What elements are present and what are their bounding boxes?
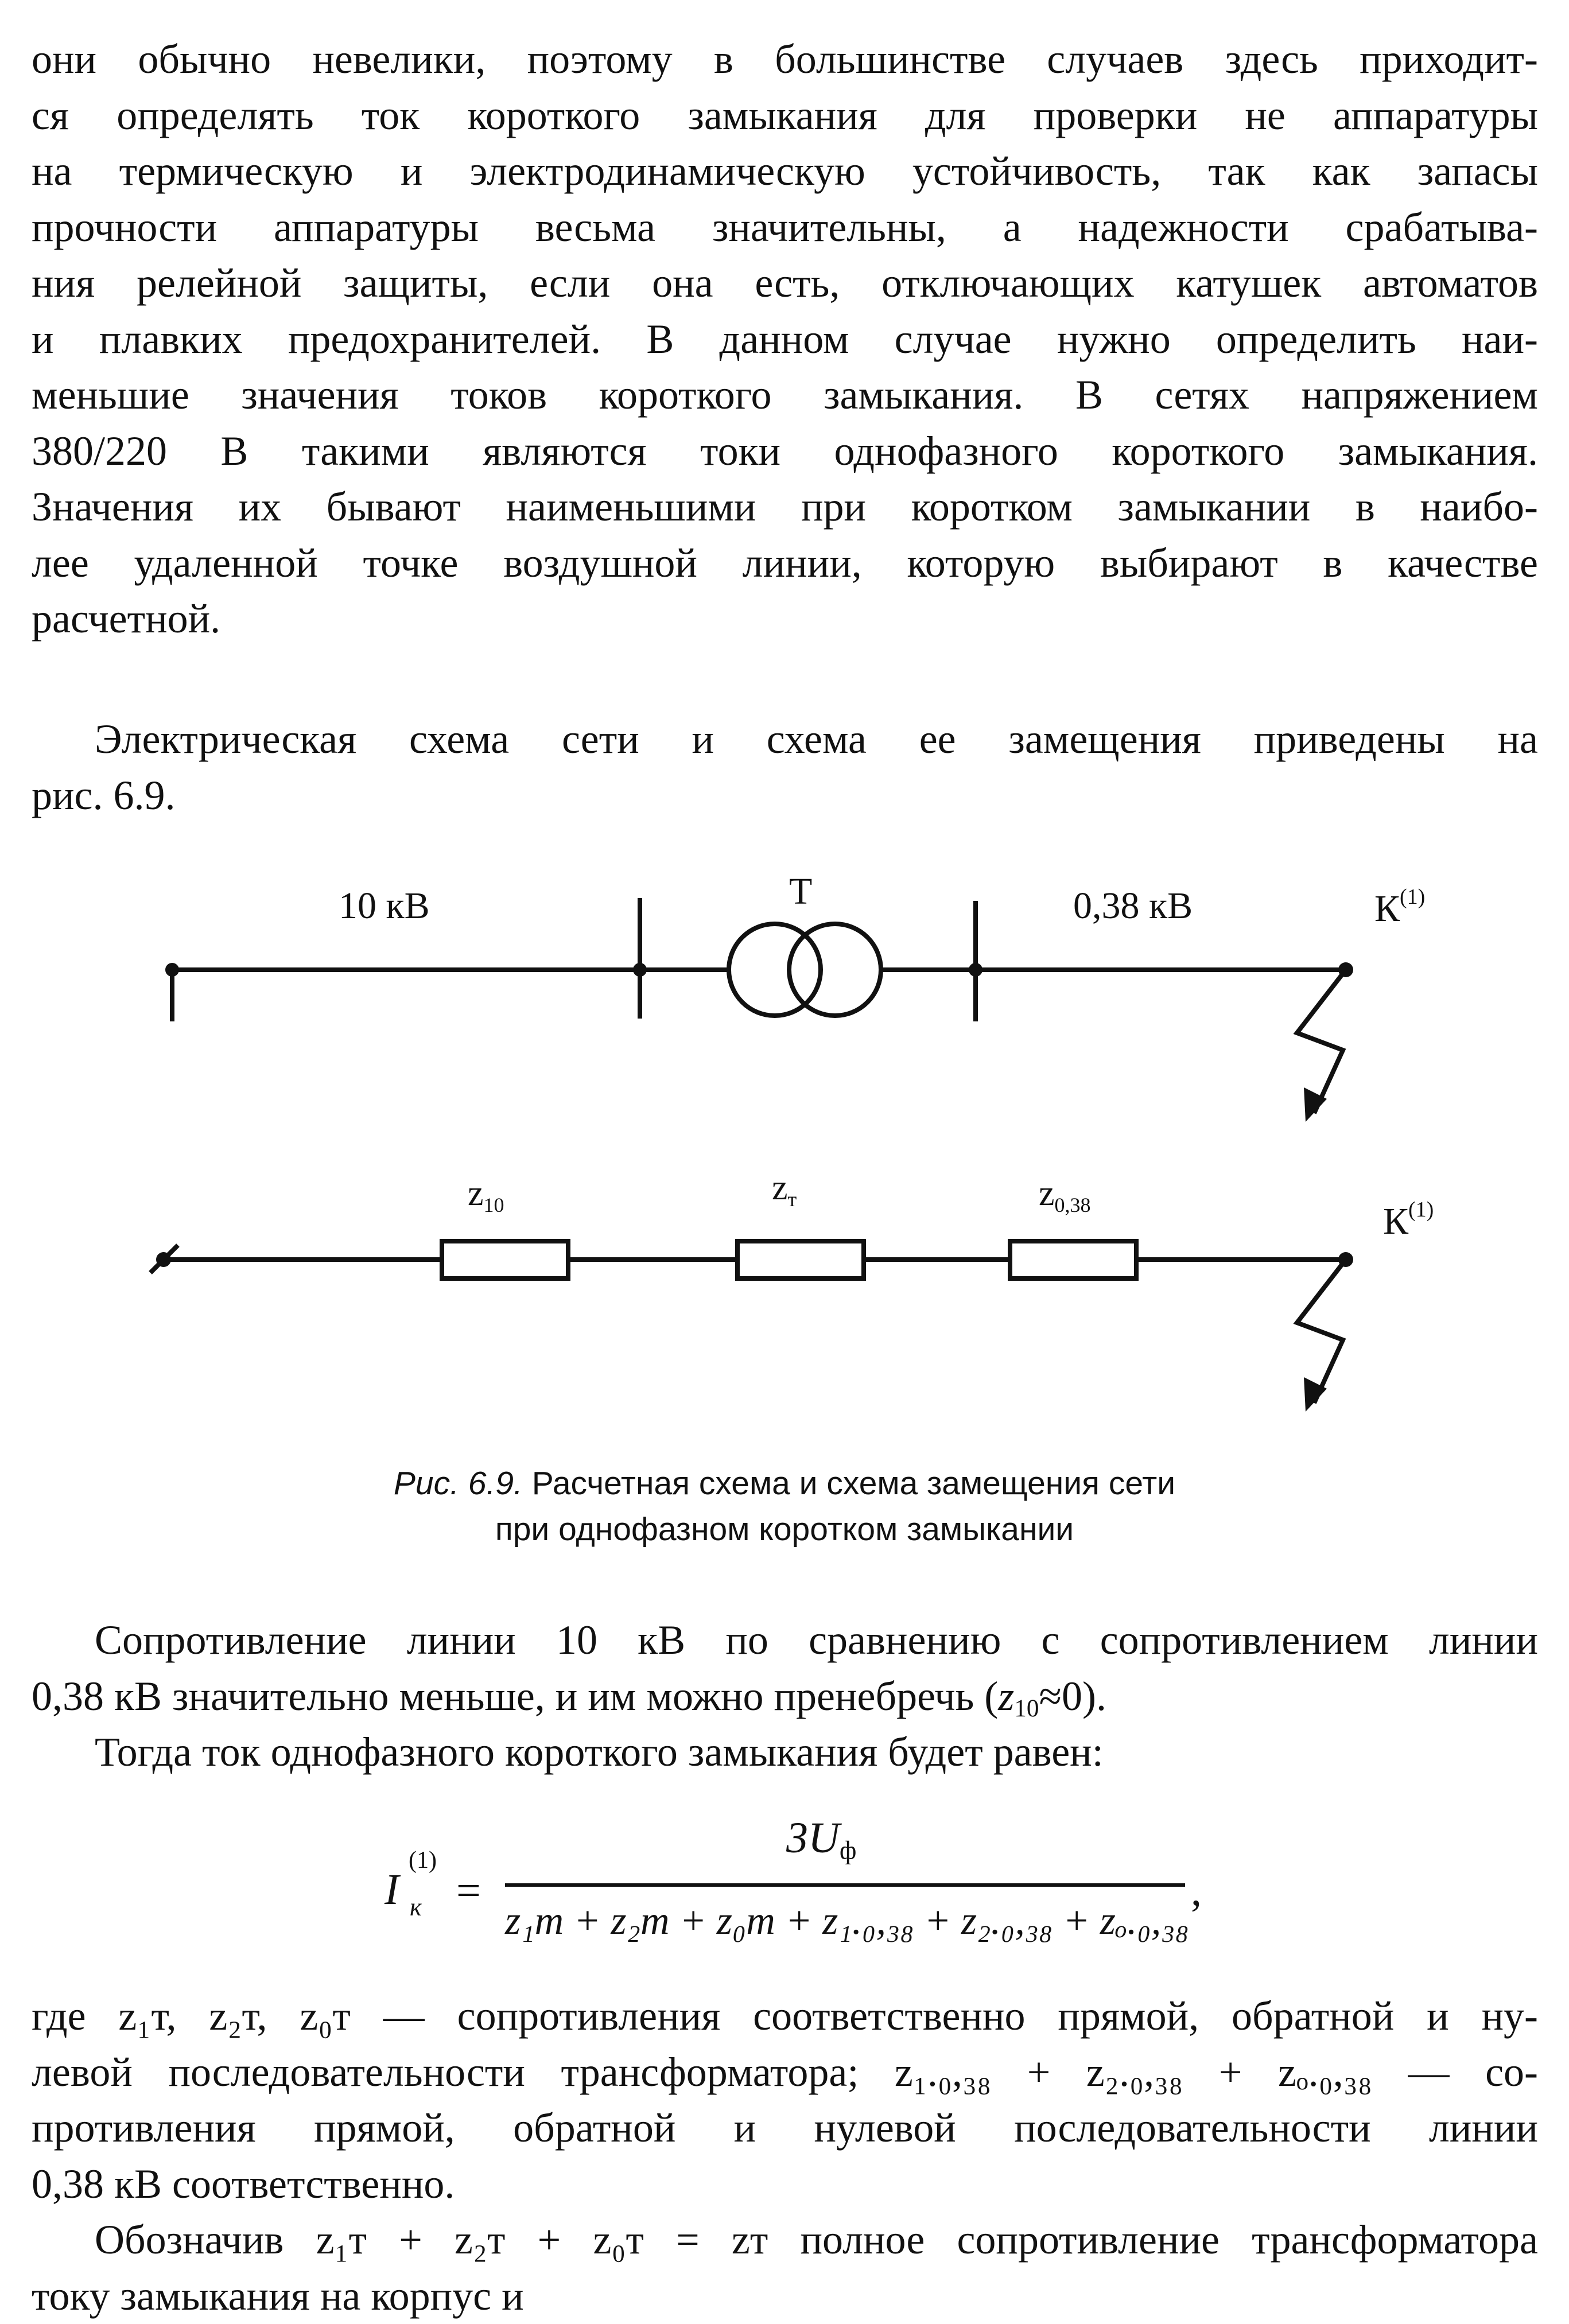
formula-lhs-var: I bbox=[385, 1866, 399, 1914]
transformer-winding-1 bbox=[729, 924, 821, 1016]
resistor-z038 bbox=[1010, 1241, 1136, 1278]
fault-k-sup: (1) bbox=[1408, 1198, 1434, 1222]
numerator-coef: 3U bbox=[786, 1814, 840, 1862]
node-dot bbox=[165, 963, 179, 977]
schematic-top bbox=[172, 898, 1346, 1122]
figure-caption bbox=[0, 1460, 1569, 1552]
text-line: ния релейной защиты, если она есть, отключающих катушек автоматов bbox=[32, 255, 1538, 312]
caption-number: Рис. 6.9. bbox=[394, 1465, 523, 1502]
fault-node-bottom bbox=[1338, 1252, 1353, 1267]
formula-block bbox=[373, 1813, 1234, 1957]
formula-comma: , bbox=[1191, 1866, 1202, 1916]
text-line: 380/220 В такими являются токи однофазного короткого замыкания. bbox=[32, 423, 1538, 480]
node-dot bbox=[633, 963, 647, 977]
text-line: 0,38 кВ соответственно. bbox=[32, 2156, 1538, 2213]
fault-k-letter: К bbox=[1383, 1200, 1409, 1242]
label-038kv: 0,38 кВ bbox=[1073, 885, 1193, 927]
text-line: ся определять ток короткого замыкания для проверки не аппаратуры bbox=[32, 88, 1538, 144]
math-sub: 10 bbox=[1014, 1695, 1039, 1721]
resistor-zt bbox=[737, 1241, 864, 1278]
text-line: на термическую и электродинамическую устойчивость, так как запасы bbox=[32, 143, 1538, 200]
label-z10 bbox=[468, 1174, 504, 1217]
transformer-winding-2 bbox=[789, 924, 881, 1016]
paragraph-6 bbox=[32, 2212, 1538, 2324]
text-line: Значения их бывают наименьшими при коротком замыкании в наибо- bbox=[32, 479, 1538, 535]
text-line: они обычно невелики, поэтому в большинстве случаев здесь приходит- bbox=[32, 32, 1538, 88]
paragraph-3 bbox=[32, 1612, 1538, 1724]
text-line: прочности аппаратуры весьма значительны, а надежности срабатыва- bbox=[32, 200, 1538, 256]
text-line: расчетной. bbox=[32, 591, 1538, 647]
fault-k-letter: К bbox=[1374, 888, 1400, 930]
formula-lhs bbox=[385, 1865, 399, 1915]
label-z038 bbox=[1039, 1174, 1091, 1217]
text-line: Тогда ток однофазного короткого замыкания будет равен: bbox=[32, 1724, 1538, 1781]
z038-letter: z bbox=[1039, 1174, 1055, 1213]
formula-equals: = bbox=[456, 1866, 481, 1916]
text-line: где z₁т, z₂т, z₀т — сопротивления соответственно прямой, обратной и ну- bbox=[32, 1988, 1538, 2045]
fraction-bar bbox=[505, 1883, 1185, 1887]
text-segment: ≈0). bbox=[1039, 1673, 1106, 1719]
zt-sub: т bbox=[788, 1188, 797, 1211]
label-10kv: 10 кВ bbox=[339, 885, 430, 927]
resistor-z10 bbox=[442, 1241, 568, 1278]
numerator-sub: ф bbox=[840, 1835, 857, 1864]
label-transformer: Т bbox=[789, 870, 812, 912]
caption-text-1: Расчетная схема и схема замещения сети bbox=[532, 1465, 1175, 1502]
text-line: левой последовательности трансформатора; z₁.₀,₃₈ + z₂.₀,₃₈ + zₒ.₀,₃₈ — со- bbox=[32, 2045, 1538, 2101]
fault-node-top bbox=[1338, 962, 1353, 977]
z038-sub: 0,38 bbox=[1055, 1194, 1091, 1217]
text-line: и плавких предохранителей. В данном случае нужно определить наи- bbox=[32, 312, 1538, 368]
math-var: z bbox=[998, 1673, 1014, 1719]
text-line: противления прямой, обратной и нулевой последовательности линии bbox=[32, 2100, 1538, 2156]
node-dot bbox=[969, 963, 982, 977]
text-line: Сопротивление линии 10 кВ по сравнению с сопротивлением линии bbox=[32, 1612, 1538, 1669]
formula-numerator bbox=[786, 1813, 856, 1863]
fault-k-sup: (1) bbox=[1400, 885, 1425, 909]
zt-letter: z bbox=[772, 1168, 788, 1207]
text-line: Обозначив z₁т + z₂т + z₀т = zт полное сопротивление трансформатора bbox=[32, 2212, 1538, 2268]
caption-text-2: при однофазном коротком замыкании bbox=[0, 1506, 1569, 1552]
z10-sub: 10 bbox=[484, 1194, 504, 1217]
formula-denominator: z₁т + z₂т + z₀т + z₁.₀,₃₈ + z₂.₀,₃₈ + zₒ.₀,₃₈ bbox=[505, 1898, 1185, 1944]
text-line: току замыкания на корпус и bbox=[32, 2268, 1538, 2324]
paragraph-4 bbox=[32, 1724, 1538, 1781]
text-line: меньшие значения токов короткого замыкания. В сетях напряжением bbox=[32, 367, 1538, 423]
formula-lhs-sub: к bbox=[410, 1892, 422, 1922]
paragraph-5 bbox=[32, 1988, 1538, 2212]
text-line bbox=[32, 1669, 1538, 1725]
formula-lhs-sup: (1) bbox=[409, 1847, 437, 1874]
label-fault-bottom bbox=[1383, 1198, 1434, 1242]
text-line: лее удаленной точке воздушной линии, которую выбирают в качестве bbox=[32, 535, 1538, 592]
label-fault-top bbox=[1374, 885, 1425, 930]
label-zt bbox=[772, 1168, 797, 1211]
z10-letter: z bbox=[468, 1174, 484, 1213]
text-segment: 0,38 кВ значительно меньше, и им можно пренебречь ( bbox=[32, 1673, 998, 1719]
schematic-equivalent bbox=[166, 1241, 1346, 1412]
text-line: рис. 6.9. bbox=[32, 768, 1538, 824]
caption-line-1 bbox=[0, 1460, 1569, 1506]
text-line: Электрическая схема сети и схема ее замещения приведены на bbox=[32, 712, 1538, 768]
